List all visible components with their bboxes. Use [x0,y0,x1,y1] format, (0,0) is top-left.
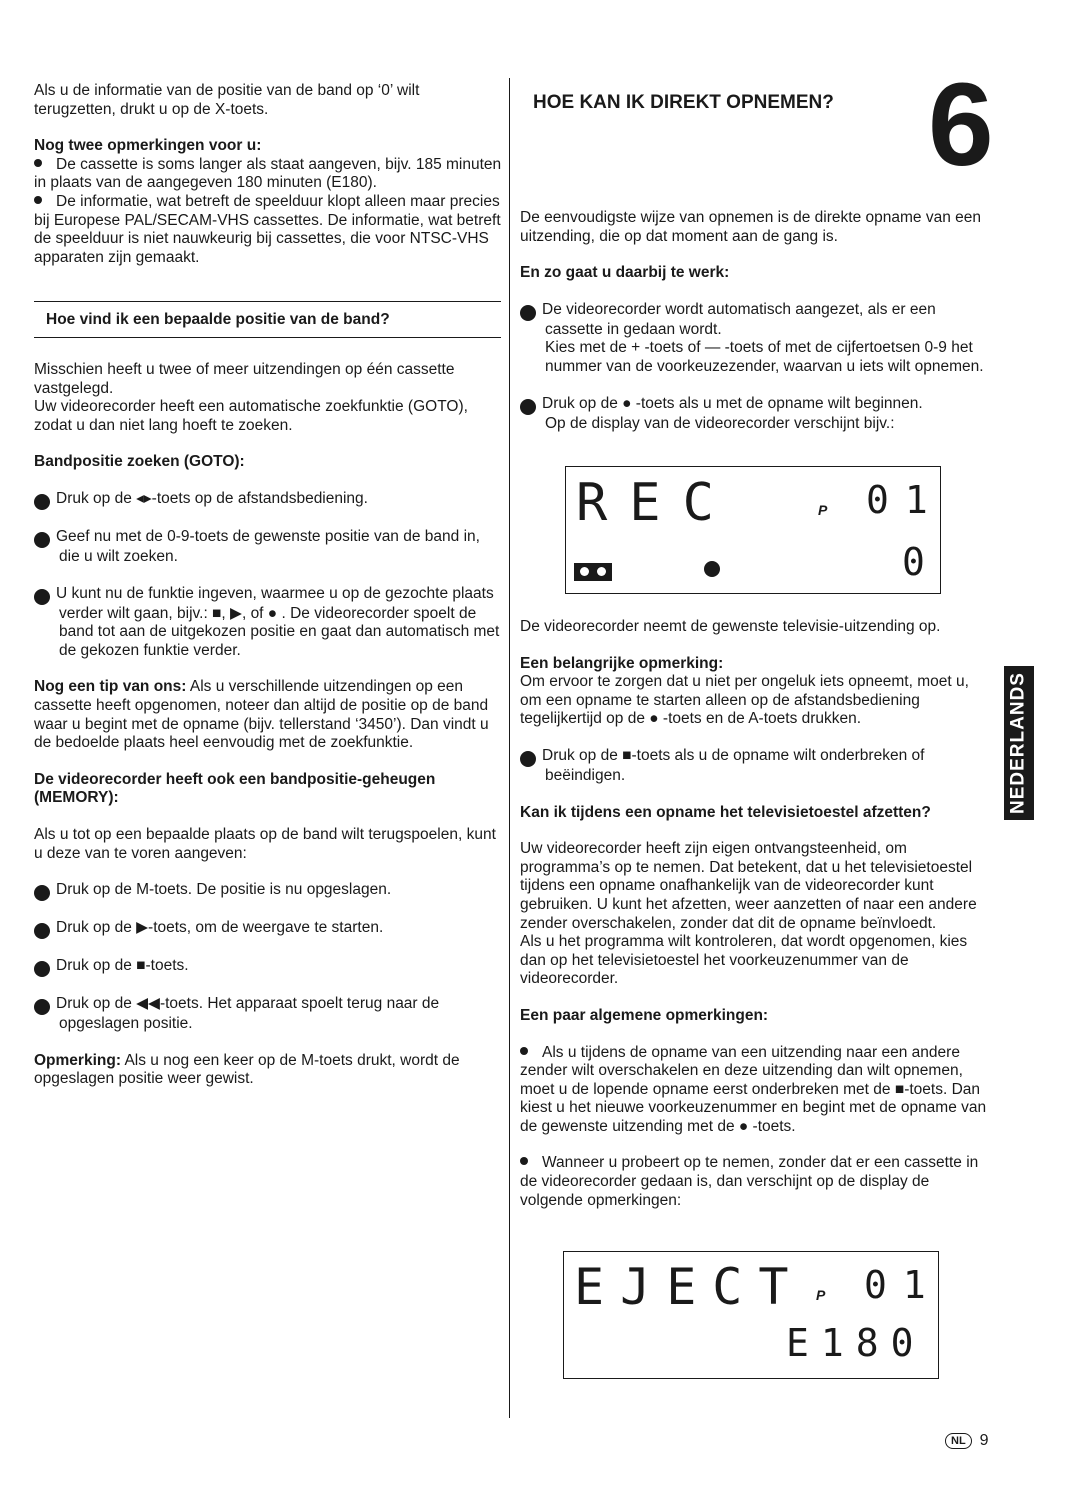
right-column-top [512,209,990,433]
step-number-2-icon: 2 [520,399,536,415]
tv-heading: Kan ik tijdens een opname het televisietoestel afzetten? [520,803,931,821]
rec-step-2a-text: Druk op de ● -toets als u met de opname wilt beginnen. [542,394,923,412]
tip-label: Nog een tip van ons: [34,678,187,696]
memory-heading: De videorecorder heeft ook een bandpositie-geheugen (MEMORY): [34,770,436,807]
step-number-1-icon: 1 [520,305,536,321]
remark-text: Als u nog een keer op de M-toets drukt, wordt de opgeslagen positie weer gewist. [34,1051,460,1088]
note-2-text: De informatie, wat betreft de speelduur klopt alleen maar precies bij Europese PAL/SECAM-VHS cassettes. De informatie, wat betreft de speelduur is niet nauwkeurig bij cassettes, die voor NTSC-VHS apparaten zijn gemaakt. [34,192,501,266]
tip-text: Als u verschillende uitzendingen op een cassette heeft opgenomen, noteer dan altijd de positie op de band waar u begint met de opname (bijv. tellerstand ‘3450’). Dan vindt u de bedoelde plaats heel eenvoudig met de zoekfunktie. [34,678,489,752]
step-number-1-icon: 1 [34,885,50,901]
bullet-icon [520,1157,528,1165]
step-number-3-icon: 3 [34,589,50,605]
para-1: Misschien heeft u twee of meer uitzendingen op één cassette vastgelegd. [34,361,455,397]
note-1 [34,156,504,193]
step-number-3-icon: 3 [34,961,50,977]
right-intro: De eenvoudigste wijze van opnemen is de direkte opname van een uitzending, die op dat moment aan de gang is. [520,209,981,245]
display-counter: 0 [902,540,939,584]
howto-heading: En zo gaat u daarbij te werk: [520,264,730,282]
step-number-4-icon: 4 [34,999,50,1015]
para-2: Uw videorecorder heeft een automatische zoekfunktie (GOTO), zodat u dan niet lang hoeft te zoeken. [34,398,468,434]
display-cassette-type: E180 [786,1321,926,1365]
rec-step-2b: Op de display van de videorecorder verschijnt bijv.: [545,414,895,432]
step-number-3-icon: 3 [520,751,536,767]
goto-step-1-text: Druk op de ◂▸-toets op de afstandsbediening. [56,489,368,507]
step-number-2-icon: 2 [34,532,50,548]
display-eject-text: EJECT [574,1258,805,1316]
general-note-1 [520,1044,990,1137]
page-title: HOE KAN IK DIREKT OPNEMEN? [533,92,834,113]
goto-heading: Bandpositie zoeken (GOTO): [34,453,245,471]
tv-para-2: Als u het programma wilt kontroleren, dat wordt opgenomen, kies dan op het televisietoestel het voorkeuzenummer van de videorecorder. [520,933,968,988]
chapter-number: 6 [928,59,994,191]
record-dot-icon [704,561,720,577]
memory-step-4 [26,995,504,1034]
notes-heading: Nog twee opmerkingen voor u: [34,137,262,155]
memory-step-2-text: Druk op de ▶-toets, om de weergave te starten. [56,919,384,937]
note-1-text: De cassette is soms langer als staat aangeven, bijv. 185 minuten in plaats van de aangegeven 180 minuten (E180). [34,155,502,192]
general-note-2 [520,1154,990,1210]
bullet-icon [34,196,42,204]
language-badge: NL [945,1433,972,1449]
right-column-middle [512,618,990,1210]
page-number: 9 [979,1431,989,1449]
step-number-1-icon: 1 [34,494,50,510]
note-2 [34,193,504,267]
column-divider [509,78,510,1418]
goto-step-3 [26,584,504,661]
page-footer [945,1432,989,1450]
rec-step-1b: Kies met de + -toets of — -toets of met de cijfertoetsen 0-9 het nummer van de voorkeuzezender, waarvan u iets wilt opnemen. [545,339,984,375]
section-rule-bottom [34,337,501,338]
memory-step-1 [26,881,504,901]
left-column-goto [26,361,504,1089]
general-note-2-text: Wanneer u probeert op te nemen, zonder dat er een cassette in de videorecorder gedaan is, dan verschijnt op de display de volgende opmerkingen: [520,1154,979,1209]
goto-step-1 [26,489,504,510]
tv-para-1: Uw videorecorder heeft zijn eigen ontvangsteenheid, om programma’s op te nemen. Dat betekent, dat u het televisietoestel tijdens een opname onafhankelijk van de videorecorder kunt gebruiken. U kunt het afzetten, weer aanzetten of naar een andere zender overschakelen, zonder dat dit de opname beïnvloedt. [520,840,977,932]
remark-label: Opmerking: [34,1051,121,1069]
goto-step-3-text: U kunt nu de funktie ingeven, waarmee u op de gezochte plaats verder wilt gaan, bijv.: ■, ▶, of ● . De videorecorder spoelt de band tot aan de uitgekozen positie en gaat dan automatisch met de gekozen funktie verder. [56,584,500,659]
language-side-tab [1004,666,1034,820]
after-display-text: De videorecorder neemt de gewenste televisie-uitzending op. [520,618,941,635]
display-program-number: 01 [866,478,944,522]
rec-step-3 [512,746,990,786]
bullet-icon [34,159,42,167]
section-rule-top [34,301,501,302]
memory-step-1-text: Druk op de M-toets. De positie is nu opgeslagen. [56,881,392,899]
memory-step-4-text: Druk op de ◀◀-toets. Het apparaat spoelt terug naar de opgeslagen positie. [56,995,440,1033]
memory-step-2 [26,919,504,939]
display-program-number: 01 [864,1263,942,1307]
memory-step-3 [26,957,504,977]
left-column [34,82,504,267]
rec-step-3-text: Druk op de ■-toets als u de opname wilt onderbreken of beëindigen. [542,746,925,784]
rec-step-1 [512,300,990,340]
rec-step-2 [512,394,990,415]
tip-paragraph [34,678,504,752]
bullet-icon [520,1047,528,1055]
rec-step-1a-text: De videorecorder wordt automatisch aangezet, als er een cassette in gedaan wordt. [542,300,936,338]
cassette-icon [574,563,612,581]
goto-step-2 [26,527,504,567]
step-number-2-icon: 2 [34,923,50,939]
important-heading: Een belangrijke opmerking: [520,654,724,672]
display-program-label: P [816,1287,826,1303]
display-rec [565,466,944,594]
display-rec-text: REC [576,473,736,533]
display-program-label: P [818,502,828,518]
memory-intro: Als u tot op een bepaalde plaats op de band wilt terugspoelen, kunt u deze van te voren aangeven: [34,825,496,862]
important-text: Om ervoor te zorgen dat u niet per ongeluk iets opneemt, moet u, om een opname te starten alleen op de afstandsbediening tegelijkertijd op de ● -toets en de A-toets drukken. [520,673,969,728]
intro-text: Als u de informatie van de positie van de band op ‘0’ wilt terugzetten, drukt u op de X-toets. [34,82,420,118]
section-heading: Hoe vind ik een bepaalde positie van de band? [46,311,390,328]
language-side-tab-label: NEDERLANDS [1007,672,1029,814]
goto-step-2-text: Geef nu met de 0-9-toets de gewenste positie van de band in, die u wilt zoeken. [56,527,480,565]
remark-paragraph [34,1052,504,1089]
general-heading: Een paar algemene opmerkingen: [520,1006,769,1024]
memory-step-3-text: Druk op de ■-toets. [56,957,189,975]
general-note-1-text: Als u tijdens de opname van een uitzending naar een andere zender wilt overschakelen en deze uitzending dan wilt opnemen, moet u de lopende opname eerst onderbreken met de ■-toets. Dan kiest u het nieuwe voorkeuzenummer en begint met de opname van de gewenste uitzending met de ● -toets. [520,1043,987,1135]
display-eject [563,1251,942,1379]
